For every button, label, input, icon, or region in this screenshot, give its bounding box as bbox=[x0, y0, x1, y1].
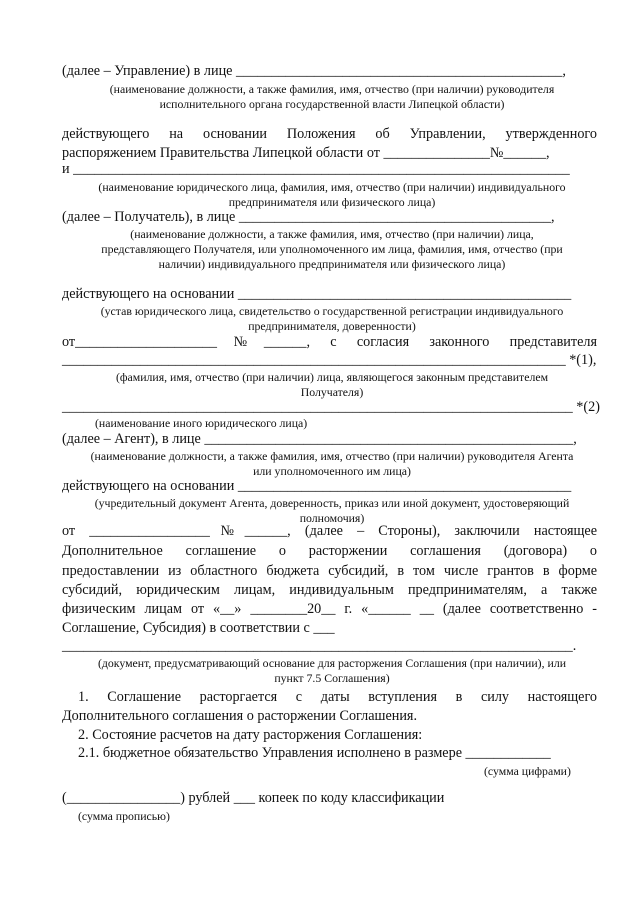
caption-line: предпринимателя или физического лица) bbox=[228, 195, 436, 209]
text-line: Дополнительного соглашения о расторжении Соглашения. bbox=[62, 708, 417, 724]
text-line: 2.1. бюджетное обязательство Управления исполнено в размере ____________ bbox=[78, 745, 551, 761]
text-line: от _________________№______, (далее – Стороны), заключили настоящее bbox=[62, 523, 597, 539]
text-line: физическим лицам от «__» ________20__ г. «______ __ (далее соответственно - bbox=[62, 601, 597, 617]
caption-line: (наименование иного юридического лица) bbox=[95, 416, 308, 430]
caption-line: предпринимателя, доверенности) bbox=[248, 319, 416, 333]
caption-line: Получателя) bbox=[300, 385, 364, 399]
text-line: предоставлении из областного бюджета субсидий, в том числе грантов в форме bbox=[62, 563, 597, 579]
text-line: Дополнительное соглашение о расторжении соглашения (договора) о bbox=[62, 543, 597, 559]
caption-line: пункт 7.5 Соглашения) bbox=[274, 671, 390, 685]
text-line: ________________________________________________________________________ *(2) bbox=[62, 399, 600, 415]
text-line: (далее – Управление) в лице ______________________________________________, bbox=[62, 63, 566, 79]
caption-line: (фамилия, имя, отчество (при наличии) лица, являющегося законным представителем bbox=[115, 370, 549, 384]
text-line: 2. Состояние расчетов на дату расторжения Соглашения: bbox=[78, 727, 423, 743]
caption-line: или уполномоченного им лица) bbox=[253, 464, 411, 478]
text-line: ________________________________________________________________________. bbox=[62, 638, 577, 654]
text-line: от____________________№______, с согласия законного представителя bbox=[62, 334, 597, 350]
text-line: Соглашение, Субсидия) в соответствии с ___ bbox=[62, 620, 335, 636]
text-line: распоряжением Правительства Липецкой области от _______________№______, bbox=[62, 145, 550, 161]
caption-line: (наименование должности, а также фамилия, имя, отчество (при наличии) руководителя bbox=[109, 82, 555, 96]
text-line: (________________) рублей ___ копеек по коду классификации bbox=[62, 790, 445, 806]
text-line: (далее – Получатель), в лице ____________________________________________, bbox=[62, 209, 555, 225]
caption-line: (устав юридического лица, свидетельство о государственной регистрации индивидуального bbox=[100, 304, 564, 318]
text-line: и ______________________________________________________________________ bbox=[62, 161, 570, 177]
text-line: 1. Соглашение расторгается с даты вступления в силу настоящего bbox=[78, 689, 597, 705]
text-line: _______________________________________________________________________ *(1), bbox=[62, 352, 597, 368]
caption-line: полномочия) bbox=[299, 511, 365, 525]
text-line: субсидий, юридическим лицам, индивидуальным предпринимателям, а также bbox=[62, 582, 597, 598]
caption-line: (наименование должности, а также фамилия, имя, отчество (при наличии) лица, bbox=[130, 227, 534, 241]
caption-line: (учредительный документ Агента, доверенность, приказ или иной документ, удостоверяющий bbox=[94, 496, 570, 510]
text-line: (далее – Агент), в лице ____________________________________________________, bbox=[62, 431, 577, 447]
caption-line: (сумма цифрами) bbox=[484, 764, 571, 778]
text-line: действующего на основании Положения об Управлении, утвержденного bbox=[62, 126, 597, 142]
caption-line: исполнительного органа государственной власти Липецкой области) bbox=[159, 97, 505, 111]
caption-line: (сумма прописью) bbox=[78, 809, 170, 823]
caption-line: (наименование юридического лица, фамилия, имя, отчество (при наличии) индивидуального bbox=[98, 180, 566, 194]
caption-line: представляющего Получателя, или уполномоченного им лица, фамилия, имя, отчество (при bbox=[101, 242, 563, 256]
caption-line: (наименование должности, а также фамилия, имя, отчество (при наличии) руководителя Агента bbox=[90, 449, 574, 463]
text-line: действующего на основании _______________________________________________ bbox=[62, 286, 572, 302]
caption-line: (документ, предусматривающий основание для расторжения Соглашения (при наличии), или bbox=[97, 656, 567, 670]
text-line: действующего на основании _______________________________________________ bbox=[62, 478, 572, 494]
caption-line: наличии) индивидуального предпринимателя или физического лица) bbox=[158, 257, 506, 271]
